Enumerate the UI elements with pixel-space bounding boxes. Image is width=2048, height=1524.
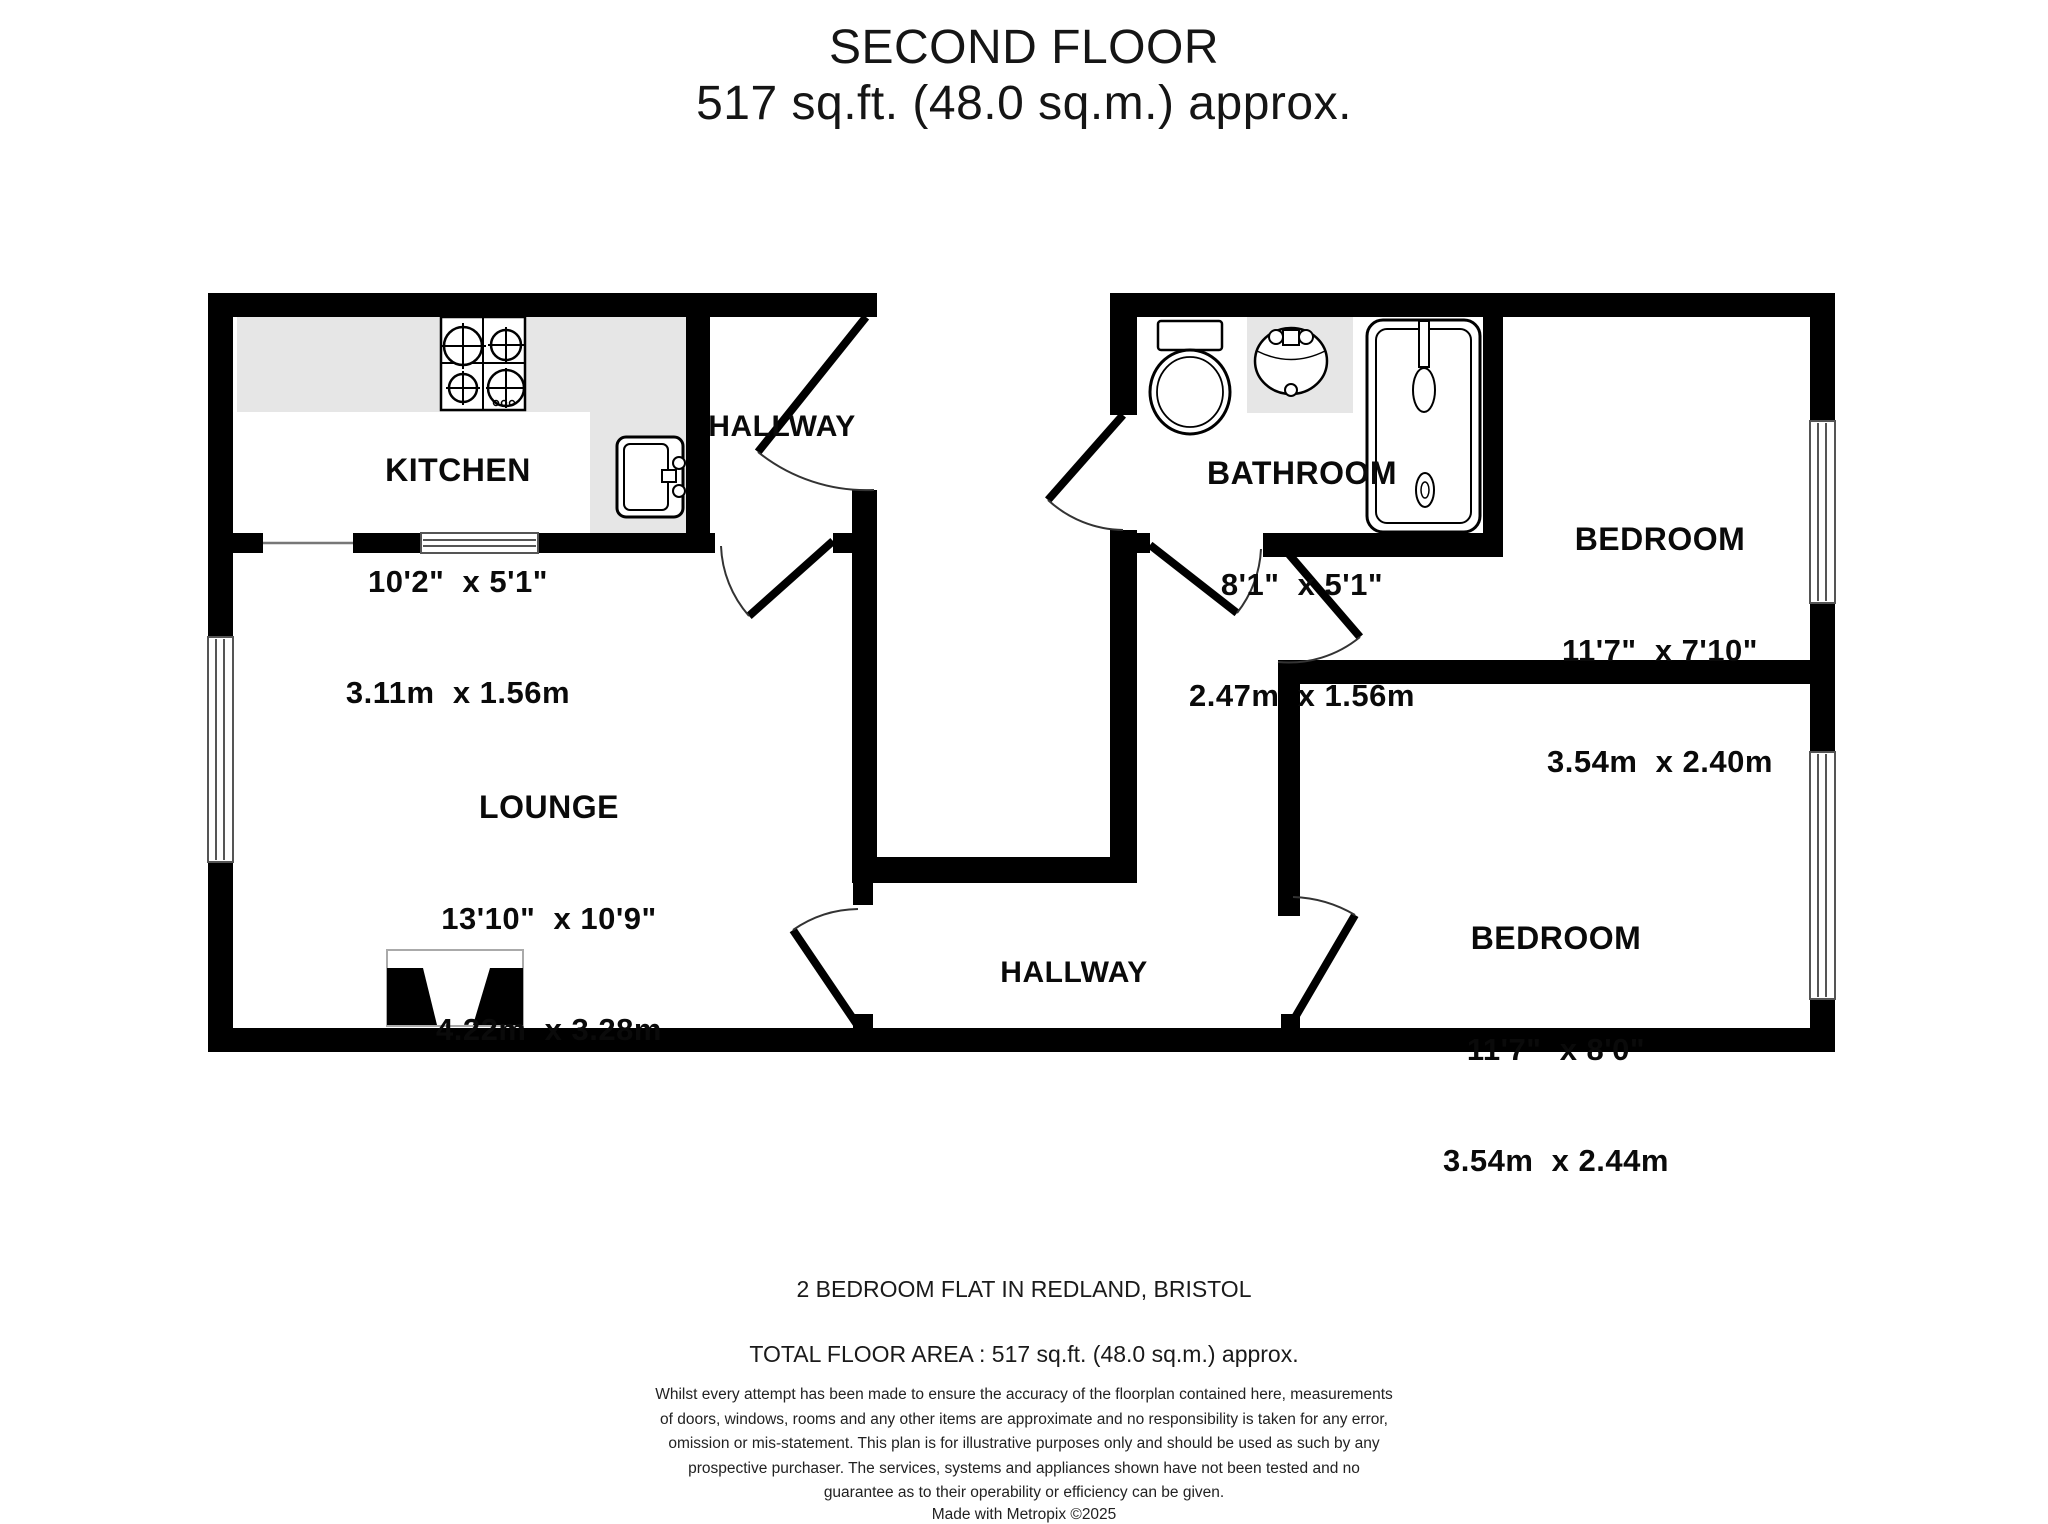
room-dims-imperial: 10'2" x 5'1" <box>368 564 548 599</box>
room-name: LOUNGE <box>479 789 619 825</box>
room-dims-imperial: 13'10" x 10'9" <box>441 901 657 936</box>
plan-title-area: 517 sq.ft. (48.0 sq.m.) approx. <box>696 77 1352 130</box>
total-floor-area: TOTAL FLOOR AREA : 517 sq.ft. (48.0 sq.m.) approx. <box>749 1341 1299 1367</box>
room-dims-metric: 3.54m x 2.44m <box>1443 1143 1669 1178</box>
metropix-credit: Made with Metropix ©2025 <box>931 1506 1117 1523</box>
room-name: KITCHEN <box>385 452 531 488</box>
room-dims-imperial: 11'7" x 8'0" <box>1466 1032 1646 1067</box>
plan-title-floor: SECOND FLOOR <box>828 21 1220 74</box>
door-lounge-hallway <box>793 909 858 1026</box>
window-lounge-left <box>208 637 233 862</box>
kitchen-sink-icon <box>617 437 685 517</box>
room-name: BEDROOM <box>1574 521 1746 557</box>
room-label-bathroom <box>1189 381 1415 788</box>
room-dims-metric: 4.22m x 3.28m <box>436 1012 662 1047</box>
door-lounge-north <box>721 541 833 616</box>
disclaimer-text: Whilst every attempt has been made to ensure the accuracy of the floorplan contained here, measurements of doors, windows, rooms and any other items are approximate and no responsibility is taken for any error, omission or mis-statement. This plan is for illustrative purposes only and should be used as such by any prospective purchaser. The services, systems and appliances shown have not been tested and no guarantee as to their operability or efficiency can be given. <box>655 1386 1393 1501</box>
door-bedroom2 <box>1290 897 1355 1026</box>
property-description: 2 BEDROOM FLAT IN REDLAND, BRISTOL <box>796 1276 1252 1302</box>
room-label-hallway-top: HALLWAY <box>708 410 856 443</box>
room-label-bedroom1 <box>1547 447 1773 854</box>
room-label-bedroom2 <box>1443 846 1669 1253</box>
room-name: BEDROOM <box>1470 920 1642 956</box>
room-dims-metric: 3.54m x 2.40m <box>1547 744 1773 779</box>
room-dims-metric: 3.11m x 1.56m <box>345 675 571 710</box>
room-dims-imperial: 11'7" x 7'10" <box>1562 633 1758 668</box>
room-dims-metric: 2.47m x 1.56m <box>1189 678 1415 713</box>
window-bedroom1-right <box>1810 421 1835 603</box>
door-entrance <box>758 317 874 490</box>
door-bathroom-west <box>1048 415 1123 530</box>
room-name: BATHROOM <box>1206 455 1398 491</box>
room-dims-imperial: 8'1" x 5'1" <box>1220 567 1384 602</box>
room-label-hallway-bottom: HALLWAY <box>1000 956 1148 989</box>
room-label-lounge <box>436 715 662 1122</box>
window-bedroom2-right <box>1810 752 1835 999</box>
